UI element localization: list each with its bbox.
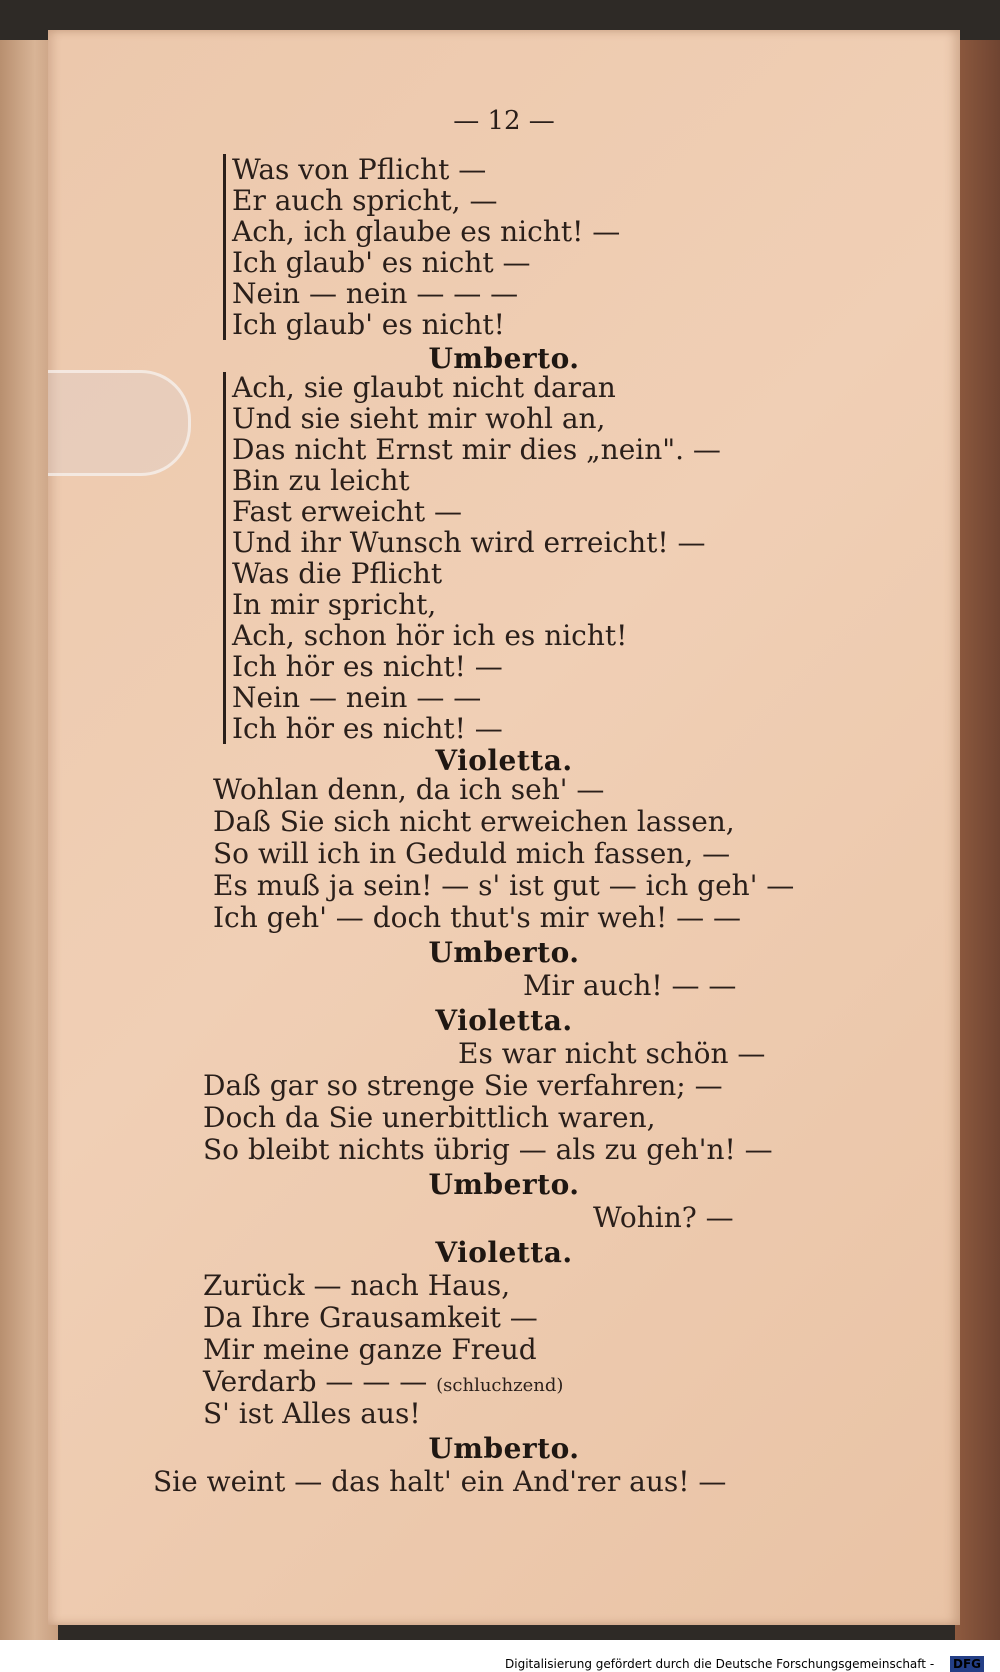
verse-line: Ich hör es nicht! — xyxy=(232,712,503,745)
verse-line: Ich glaub' es nicht — xyxy=(232,246,531,279)
verse-line: Doch da Sie unerbittlich waren, xyxy=(203,1101,656,1134)
verse-line: Nein — nein — — — xyxy=(232,277,519,310)
speaker-name: Umberto. xyxy=(428,342,580,375)
book-page xyxy=(48,30,960,1625)
speaker-name: Umberto. xyxy=(428,1432,580,1465)
footer-bar xyxy=(0,1640,1000,1672)
verse-line: Zurück — nach Haus, xyxy=(203,1269,511,1302)
verse-line: Was von Pflicht — xyxy=(232,153,487,186)
paper-clip xyxy=(48,370,191,476)
verse-line: Mir auch! — — xyxy=(523,969,737,1002)
verse-line: Nein — nein — — xyxy=(232,681,482,714)
verse-line: Es war nicht schön — xyxy=(458,1037,766,1070)
verse-line: Das nicht Ernst mir dies „nein". — xyxy=(232,433,721,466)
speaker-name: Umberto. xyxy=(428,936,580,969)
speech-block-1 xyxy=(223,154,620,340)
speaker-name: Violetta. xyxy=(435,1236,573,1269)
verse-line: Ich glaub' es nicht! xyxy=(232,308,505,341)
verse-line xyxy=(203,1366,563,1401)
book-right-edge xyxy=(955,40,1000,1640)
speech-block-2 xyxy=(223,372,721,744)
verse-line: Da Ihre Grausamkeit — xyxy=(203,1301,538,1334)
verse-line: Er auch spricht, — xyxy=(232,184,498,217)
speaker-name: Violetta. xyxy=(435,1004,573,1037)
stage-direction: (schluchzend) xyxy=(436,1375,564,1396)
dfg-logo: DFG xyxy=(950,1656,984,1672)
verse-line: Mir meine ganze Freud xyxy=(203,1333,537,1366)
verse-line: Ach, schon hör ich es nicht! xyxy=(232,619,628,652)
footer-text: Digitalisierung gefördert durch die Deutsche Forschungsgemeinschaft - xyxy=(505,1657,935,1671)
verse-line: Ich hör es nicht! — xyxy=(232,650,503,683)
verse-line: Sie weint — das halt' ein And'rer aus! — xyxy=(153,1465,727,1498)
verse-line: Ich geh' — doch thut's mir weh! — — xyxy=(213,901,742,934)
verse-line: Und ihr Wunsch wird erreicht! — xyxy=(232,526,706,559)
verse-line: Daß Sie sich nicht erweichen lassen, xyxy=(213,805,735,838)
verse-line: Daß gar so strenge Sie verfahren; — xyxy=(203,1069,723,1102)
verse-line: So will ich in Geduld mich fassen, — xyxy=(213,837,731,870)
verse-line: Was die Pflicht xyxy=(232,557,443,590)
verse-line: Fast erweicht — xyxy=(232,495,463,528)
verse-text: Verdarb — — — xyxy=(203,1365,428,1398)
verse-line: Es muß ja sein! — s' ist gut — ich geh' — xyxy=(213,869,795,902)
footer-credit xyxy=(505,1648,992,1672)
speaker-name: Violetta. xyxy=(435,744,573,777)
verse-line: Ach, ich glaube es nicht! — xyxy=(232,215,621,248)
verse-line: Wohlan denn, da ich seh' — xyxy=(213,773,605,806)
verse-line: S' ist Alles aus! xyxy=(203,1397,421,1430)
verse-line: Ach, sie glaubt nicht daran xyxy=(232,371,616,404)
verse-line: Und sie sieht mir wohl an, xyxy=(232,402,606,435)
verse-line: In mir spricht, xyxy=(232,588,437,621)
verse-line: So bleibt nichts übrig — als zu geh'n! — xyxy=(203,1133,773,1166)
page-number: — 12 — xyxy=(453,106,555,136)
speaker-name: Umberto. xyxy=(428,1168,580,1201)
verse-line: Bin zu leicht xyxy=(232,464,410,497)
verse-line: Wohin? — xyxy=(593,1201,734,1234)
